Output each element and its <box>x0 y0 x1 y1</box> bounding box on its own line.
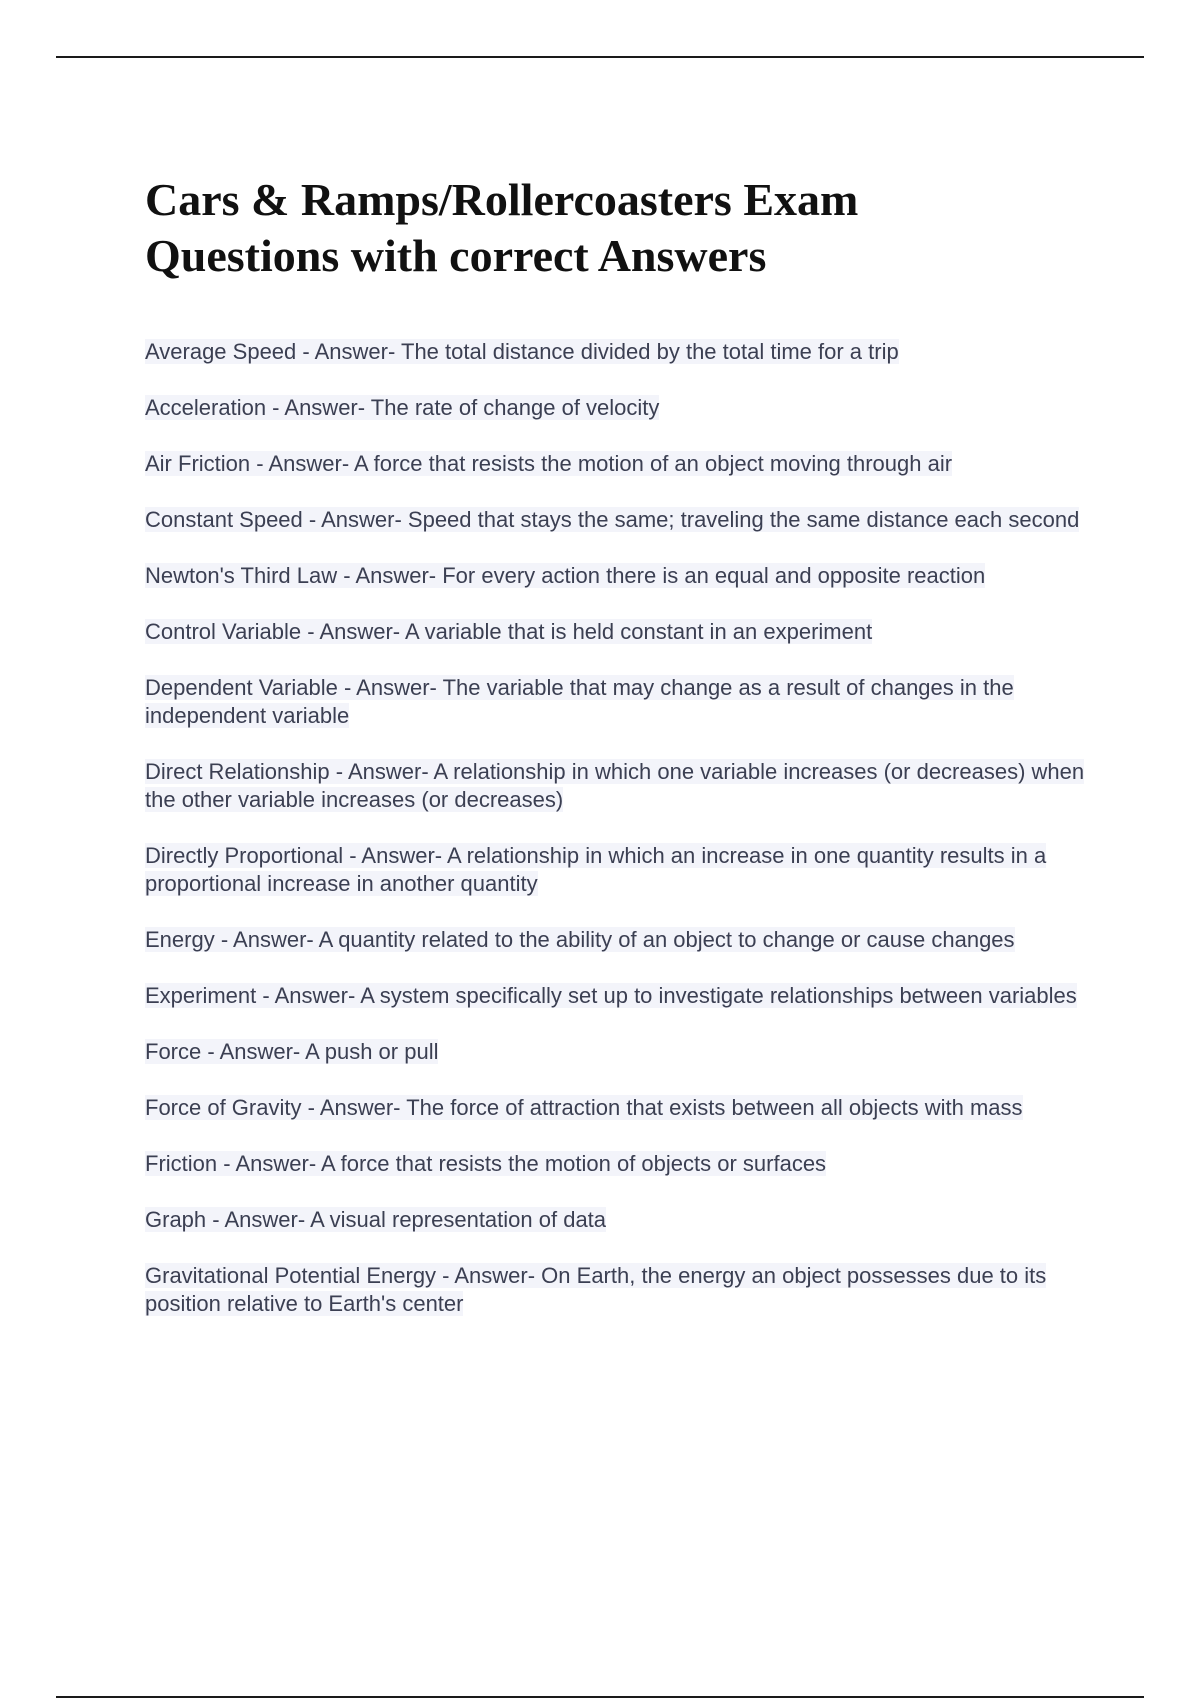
qa-list <box>145 338 1085 1346</box>
list-item <box>145 842 1085 898</box>
list-item <box>145 618 1085 646</box>
qa-text: Newton's Third Law - Answer- For every action there is an equal and opposite reaction <box>145 563 986 588</box>
list-item <box>145 450 1085 478</box>
qa-text: Force of Gravity - Answer- The force of attraction that exists between all objects with mass <box>145 1095 1023 1120</box>
qa-text: Control Variable - Answer- A variable that is held constant in an experiment <box>145 619 873 644</box>
list-item <box>145 674 1085 730</box>
footer-divider <box>56 1696 1144 1698</box>
qa-text: Friction - Answer- A force that resists the motion of objects or surfaces <box>145 1151 827 1176</box>
list-item <box>145 562 1085 590</box>
qa-text: Dependent Variable - Answer- The variable that may change as a result of changes in the independent variable <box>145 675 1014 728</box>
qa-text: Gravitational Potential Energy - Answer- On Earth, the energy an object possesses due to its position relative to Earth's center <box>145 1263 1047 1316</box>
title-line-2: Questions with correct Answers <box>145 230 767 281</box>
qa-text: Directly Proportional - Answer- A relationship in which an increase in one quantity results in a proportional increase in another quantity <box>145 843 1047 896</box>
list-item <box>145 338 1085 366</box>
qa-text: Average Speed - Answer- The total distance divided by the total time for a trip <box>145 339 899 364</box>
list-item <box>145 1094 1085 1122</box>
qa-text: Graph - Answer- A visual representation of data <box>145 1207 607 1232</box>
list-item <box>145 1206 1085 1234</box>
list-item <box>145 1038 1085 1066</box>
list-item <box>145 982 1085 1010</box>
qa-text: Air Friction - Answer- A force that resists the motion of an object moving through air <box>145 451 953 476</box>
header-divider <box>56 56 1144 58</box>
qa-text: Direct Relationship - Answer- A relationship in which one variable increases (or decreases) when the other variable increases (or decreases) <box>145 759 1085 812</box>
page-title <box>145 172 1075 284</box>
qa-text: Experiment - Answer- A system specifically set up to investigate relationships between variables <box>145 983 1077 1008</box>
list-item <box>145 758 1085 814</box>
qa-text: Acceleration - Answer- The rate of change of velocity <box>145 395 660 420</box>
list-item <box>145 394 1085 422</box>
list-item <box>145 1150 1085 1178</box>
list-item <box>145 1262 1085 1318</box>
qa-text: Force - Answer- A push or pull <box>145 1039 439 1064</box>
qa-text: Energy - Answer- A quantity related to the ability of an object to change or cause changes <box>145 927 1015 952</box>
list-item <box>145 506 1085 534</box>
title-line-1: Cars & Ramps/Rollercoasters Exam <box>145 174 859 225</box>
list-item <box>145 926 1085 954</box>
qa-text: Constant Speed - Answer- Speed that stays the same; traveling the same distance each second <box>145 507 1080 532</box>
